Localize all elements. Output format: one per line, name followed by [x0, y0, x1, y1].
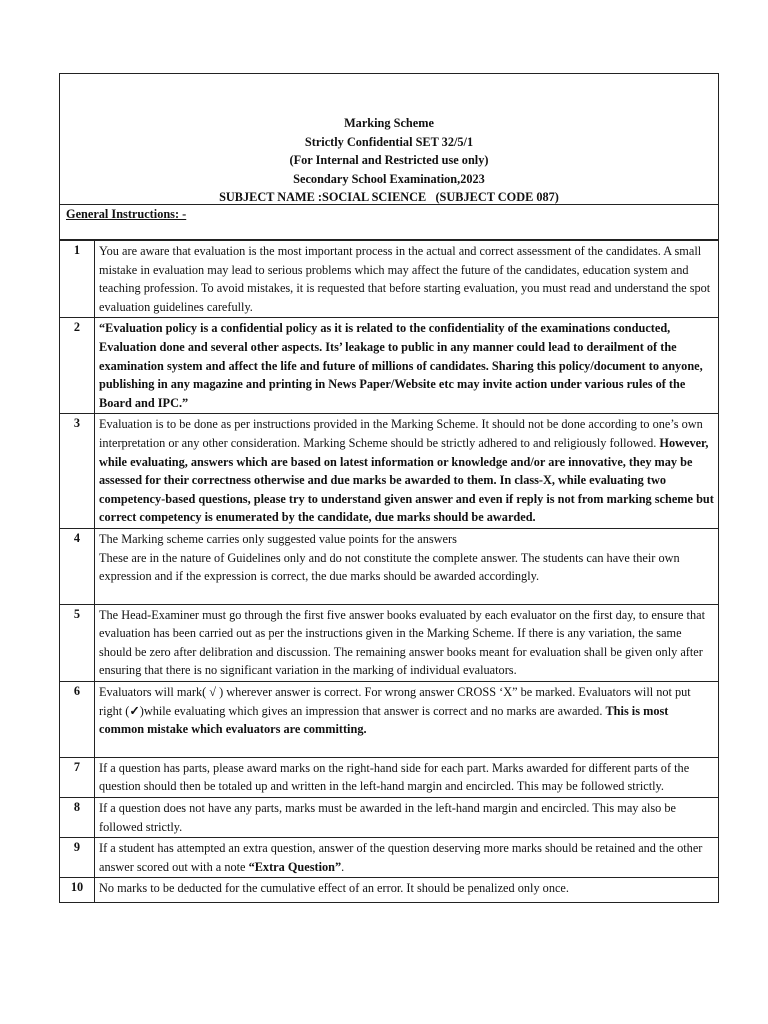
instruction-row — [60, 318, 719, 414]
text-segment: If a question has parts, please award marks on the right-hand side for each part. Marks awarded for different parts of the question should then be totaled up and written in the left-hand margin and encircled. This may be followed strictly. — [99, 760, 690, 794]
bold-text: “Extra Question” — [248, 859, 342, 874]
instruction-text — [95, 838, 719, 878]
text-segment: If a student has attempted an extra question, answer of the question deserving more marks should be retained and the other answer scored out with a note — [99, 841, 703, 874]
instruction-text — [95, 528, 719, 604]
instruction-row — [60, 798, 719, 838]
instruction-row — [60, 528, 719, 604]
text-segment: . — [341, 859, 345, 874]
text-segment: )while evaluating which gives an impression that answer is correct and no marks are awarded. — [139, 703, 606, 718]
header-subject: SUBJECT NAME :SOCIAL SCIENCE (SUBJECT CODE 087) — [219, 190, 559, 204]
instruction-row — [60, 604, 719, 681]
instruction-number: 2 — [60, 318, 95, 414]
instruction-number: 4 — [60, 528, 95, 604]
instruction-text — [95, 414, 719, 529]
bold-text: This is most common mistake which evaluators are committing. — [99, 703, 669, 737]
instruction-number: 3 — [60, 414, 95, 529]
text-segment: Evaluation is to be done as per instructions provided in the Marking Scheme. It should not be done according to one’s own interpretation or any other consideration. Marking Scheme should be strictly adhered to and religiously followed. — [99, 417, 703, 450]
instruction-row — [60, 241, 719, 318]
bold-text: However, while evaluating, answers which are based on latest information or knowledge and/or are innovative, they may be assessed for their correctness otherwise and due marks be awarded to them. In class-X, while evaluating two competency-based questions, please try to understand given answer and even if reply is not from marking scheme but correct competency is enumerated by the candidate, due marks should be awarded. — [99, 435, 714, 525]
instruction-number: 1 — [60, 241, 95, 318]
header-exam: Secondary School Examination,2023 — [293, 171, 485, 186]
text-segment: Evaluators will mark( √ ) wherever answer is correct. For wrong answer CROSS ‘X” be marked. Evaluators will not put right ( — [99, 685, 691, 718]
instruction-number: 6 — [60, 682, 95, 758]
text-segment: No marks to be deducted for the cumulative effect of an error. It should be penalized only once. — [99, 881, 569, 896]
text-segment: You are aware that evaluation is the most important process in the actual and correct assessment of the candidates. A small mistake in evaluation may lead to serious problems which may affect the future of the candidates, education system and teaching profession. To avoid mistakes, it is requested that before starting evaluation, you must read and understand the spot evaluation guidelines carefully. — [99, 244, 711, 314]
text-segment: The Marking scheme carries only suggested value points for the answers — [99, 531, 457, 546]
instruction-row — [60, 757, 719, 797]
instruction-text — [95, 878, 719, 903]
text-segment: If a question does not have any parts, marks must be awarded in the left-hand margin and encircled. This may also be followed strictly. — [99, 801, 676, 834]
instruction-number: 5 — [60, 604, 95, 681]
bold-text: ✓ — [129, 703, 140, 718]
instruction-number: 8 — [60, 798, 95, 838]
instruction-number: 7 — [60, 757, 95, 797]
text-segment: The Head-Examiner must go through the first five answer books evaluated by each evaluator on the first day, to ensure that evaluation has been carried out as per the instructions given in the Marking Scheme. If there is any variation, the same should be zero after delibration and discussion. The remaining answer books meant for evaluation shall be given only after ensuring that there is no significant variation in the marking of individual evaluators. — [99, 607, 705, 678]
instruction-text — [95, 241, 719, 318]
instruction-text — [95, 757, 719, 797]
instruction-text — [95, 682, 719, 758]
header-restricted: (For Internal and Restricted use only) — [289, 153, 489, 167]
marking-scheme-document — [59, 73, 719, 903]
document-header — [59, 73, 719, 205]
instruction-row — [60, 682, 719, 758]
instructions-table — [59, 240, 719, 903]
instruction-number: 10 — [60, 878, 95, 903]
header-confidential: Strictly Confidential SET 32/5/1 — [304, 134, 474, 149]
bold-text: “Evaluation policy is a confidential policy as it is related to the confidentiality of the examinations conducted, Evaluation done and several other aspects. Its’ leakage to public in any manner could lead to derailment of the examination system and affect the life and future of millions of candidates. Sharing this policy/document to anyone, publishing in any magazine and printing in News Paper/Website etc may invite action under various rules of the Board and IPC.” — [99, 321, 703, 410]
instruction-text — [95, 604, 719, 681]
instruction-row — [60, 878, 719, 903]
instruction-row — [60, 414, 719, 529]
instruction-text — [95, 318, 719, 414]
instruction-text — [95, 798, 719, 838]
instruction-number: 9 — [60, 838, 95, 878]
general-instructions-heading: General Instructions: - — [59, 205, 719, 240]
header-title: Marking Scheme — [344, 116, 434, 130]
instruction-row — [60, 838, 719, 878]
text-segment: These are in the nature of Guidelines only and do not constitute the complete answer. The students can have their own expression and if the expression is correct, the due marks should be awarded accordingly. — [99, 550, 680, 584]
